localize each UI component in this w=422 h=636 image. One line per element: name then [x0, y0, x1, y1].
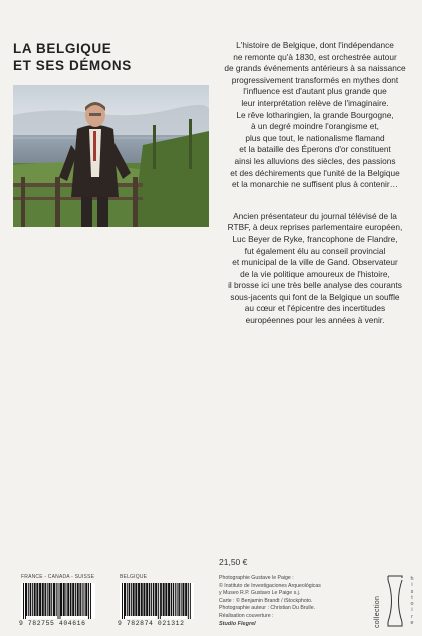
author-portrait-by-canal-icon [13, 85, 209, 227]
author-photo [13, 85, 209, 227]
bio-line: européennes pour les années à venir. [245, 315, 385, 326]
credit-line: © Instituto de Investigaciones Arqueológicas [219, 582, 321, 589]
collection-label-block [374, 572, 384, 632]
author-bio-paragraph [217, 211, 413, 327]
summary-line: leur interprétation relève de l'imaginaire. [241, 97, 389, 108]
bio-line: au cœur et l'épicentre des incertitudes [244, 303, 386, 314]
collection-word: collection [374, 595, 381, 628]
summary-line: et la bataille des Éperons d'or constituent [239, 144, 391, 155]
price: 21,50 € [219, 557, 248, 567]
title-line-1: LA BELGIQUE [13, 41, 112, 56]
series-letter: e [410, 620, 414, 627]
summary-paragraph [217, 40, 413, 191]
credit-line: Réalisation couverture : [219, 612, 274, 619]
bio-line: Ancien présentateur du journal télévisé de la [233, 210, 397, 221]
credits [219, 575, 369, 628]
summary-line: l'influence est d'autant plus grande que [243, 86, 387, 97]
series-letter: h [410, 576, 414, 582]
barcode-bars-icon [120, 583, 194, 619]
bio-line: fut également élu au conseil provincial [244, 245, 386, 256]
series-name-vertical [408, 576, 416, 626]
summary-line: à un degré moindre l'orangisme et, [251, 121, 379, 132]
summary-line: progressivement transformés en mythes dont [231, 74, 399, 85]
back-cover-text [217, 40, 413, 327]
summary-line: plus que tout, le nationalisme flamand [245, 132, 385, 143]
studio-logo: Studio Flegrel [219, 620, 256, 627]
collection-bracket-icon [387, 574, 403, 628]
barcode-bars-icon [21, 583, 95, 619]
barcode-number-france: 9 782755 404616 [19, 620, 86, 627]
summary-line: et la monarchie ne suffisent plus à contenir… [232, 179, 398, 190]
credit-line: Photographie Gustave le Paige : [219, 575, 294, 581]
title-line-2: ET SES DÉMONS [13, 58, 132, 73]
bio-line: de la vie politique amoureux de l'histoire, [240, 268, 390, 279]
bio-line: sous-jacents qui font de la Belgique un souffle [230, 291, 400, 302]
summary-line: ne remonte qu'à 1830, est orchestrée autour [233, 51, 397, 62]
barcode-number-belgique: 9 782874 021312 [118, 620, 185, 627]
book-title [13, 40, 203, 74]
summary-line: L'histoire de Belgique, dont l'indépendance [236, 40, 394, 50]
summary-line: et des déchirements que l'unité de la Belgique [230, 167, 400, 178]
bio-line: Luc Beyer de Ryke, francophone de Flandre, [232, 233, 398, 244]
barcode-belgique [120, 583, 194, 619]
bio-line: il brosse ici une très belle analyse des courants [228, 280, 402, 291]
series-letter: s [410, 588, 414, 595]
summary-line: ainsi les alluvions des siècles, des passions [234, 155, 396, 166]
barcode-label-belgique: BELGIQUE [120, 574, 148, 580]
series-letter: i [411, 607, 413, 614]
series-letter: t [411, 594, 413, 601]
credit-line: Photographie auteur : Christian Du Brulle. [219, 605, 316, 612]
barcode-label-france: FRANCE - CANADA - SUISSE [21, 574, 95, 580]
summary-line: de grands événements antérieurs à sa naissance [224, 63, 406, 74]
summary-line: Le rêve lotharingien, la grande Bourgogne, [236, 109, 394, 120]
series-letter: o [410, 601, 414, 608]
credit-line: y Museo R.P. Gustavo Le Paige s.j. [219, 590, 301, 597]
bio-line: RTBF, à deux reprises parlementaire européen, [227, 222, 403, 233]
barcode-france [21, 583, 95, 619]
credit-line: Carte : © Benjamin Brandt / iStockphoto. [219, 597, 313, 604]
series-letter: i [411, 582, 413, 589]
series-letter: r [411, 613, 413, 620]
bio-line: et municipal de la ville de Gand. Observateur [232, 257, 398, 268]
